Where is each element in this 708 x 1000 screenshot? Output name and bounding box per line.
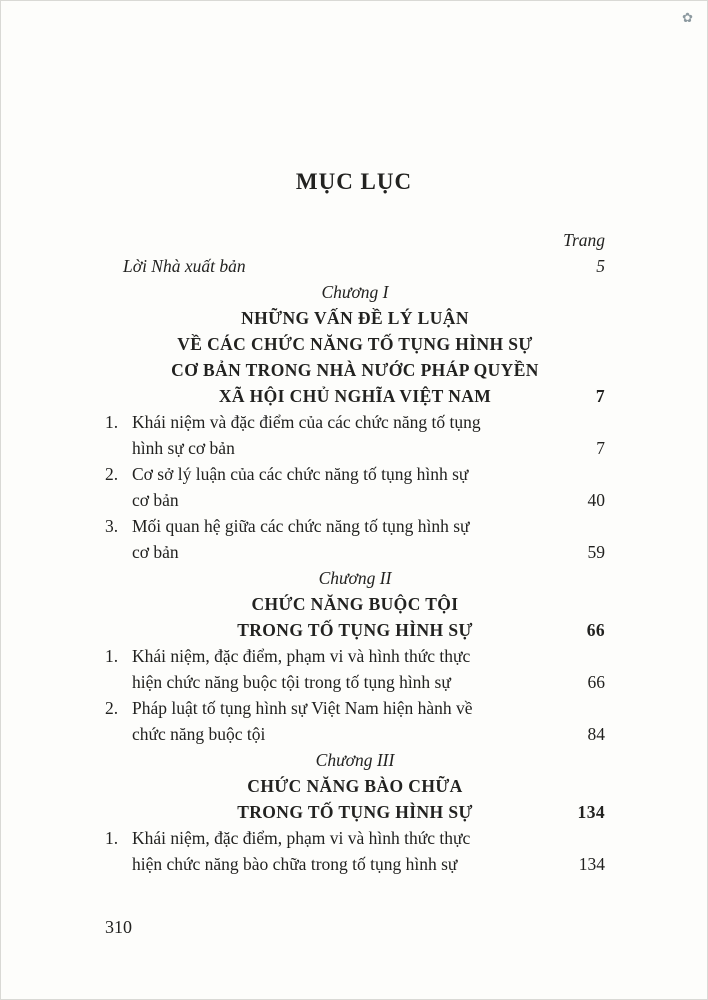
toc-row bbox=[105, 721, 605, 747]
table-of-contents bbox=[105, 227, 605, 877]
toc-row bbox=[105, 331, 605, 357]
toc-row bbox=[105, 383, 605, 409]
toc-page-number: 66 bbox=[586, 620, 605, 640]
toc-entry-text: Chương III bbox=[315, 750, 395, 770]
toc-entry-text: hiện chức năng buộc tội trong tố tụng hình sự bbox=[132, 672, 451, 692]
toc-entry-text: TRONG TỐ TỤNG HÌNH SỰ bbox=[237, 620, 473, 640]
toc-entry-number: 1. bbox=[105, 828, 119, 848]
toc-entry-text: XÃ HỘI CHỦ NGHĨA VIỆT NAM bbox=[218, 386, 492, 406]
toc-entry-number: 1. bbox=[105, 412, 119, 432]
toc-row bbox=[105, 799, 605, 825]
toc-entry-text: CHỨC NĂNG BÀO CHỮA bbox=[247, 776, 463, 796]
toc-row bbox=[105, 851, 605, 877]
toc-row bbox=[105, 409, 605, 435]
toc-entry-text: 1. Khái niệm, đặc điểm, phạm vi và hình thức thực bbox=[105, 828, 470, 848]
toc-entry-text: CƠ BẢN TRONG NHÀ NƯỚC PHÁP QUYỀN bbox=[171, 360, 539, 380]
toc-entry-text: Chương II bbox=[318, 568, 392, 588]
toc-row bbox=[105, 747, 605, 773]
toc-entry-text: Chương I bbox=[321, 282, 389, 302]
toc-page-number: 84 bbox=[587, 724, 605, 744]
toc-entry-text: TRONG TỐ TỤNG HÌNH SỰ bbox=[237, 802, 473, 822]
toc-entry-text: cơ bản bbox=[132, 490, 179, 510]
toc-row bbox=[105, 695, 605, 721]
toc-entry-text: CHỨC NĂNG BUỘC TỘI bbox=[251, 594, 459, 614]
toc-row bbox=[105, 591, 605, 617]
toc-page-number: 134 bbox=[578, 854, 605, 874]
toc-page-number: 7 bbox=[596, 438, 605, 458]
toc-row bbox=[105, 305, 605, 331]
toc-entry-text: 1. Khái niệm, đặc điểm, phạm vi và hình thức thực bbox=[105, 646, 470, 666]
toc-entry-number: 2. bbox=[105, 464, 119, 484]
toc-entry-text: hình sự cơ bản bbox=[132, 438, 235, 458]
toc-page-number: 66 bbox=[587, 672, 605, 692]
toc-row bbox=[105, 513, 605, 539]
toc-page-number: 134 bbox=[577, 802, 605, 822]
toc-entry-text: 2. Pháp luật tố tụng hình sự Việt Nam hiện hành về bbox=[105, 698, 473, 718]
toc-row bbox=[105, 435, 605, 461]
toc-entry-text: 1. Khái niệm và đặc điểm của các chức năng tố tụng bbox=[105, 412, 481, 432]
toc-row bbox=[105, 617, 605, 643]
toc-entry-text: 2. Cơ sở lý luận của các chức năng tố tụng hình sự bbox=[105, 464, 468, 484]
flower-ornament-icon: ✿ bbox=[682, 11, 693, 26]
toc-entry-text: 3. Mối quan hệ giữa các chức năng tố tụng hình sự bbox=[105, 516, 470, 536]
toc-row bbox=[105, 539, 605, 565]
toc-entry-number: 2. bbox=[105, 698, 119, 718]
toc-page-number: 7 bbox=[595, 386, 605, 406]
toc-row bbox=[105, 773, 605, 799]
toc-entry-number: 3. bbox=[105, 516, 119, 536]
page-title: MỤC LỤC bbox=[295, 169, 413, 194]
page-column-header: Trang bbox=[563, 230, 605, 250]
toc-row bbox=[105, 487, 605, 513]
toc-entry-text: Lời Nhà xuất bản bbox=[123, 256, 246, 276]
toc-row bbox=[105, 357, 605, 383]
toc-entry-number: 1. bbox=[105, 646, 119, 666]
toc-list bbox=[105, 253, 605, 877]
toc-entry-text: NHỮNG VẤN ĐỀ LÝ LUẬN bbox=[241, 308, 469, 328]
footer-page-number: 310 bbox=[105, 917, 132, 937]
toc-page-number: 5 bbox=[596, 256, 605, 276]
toc-row bbox=[105, 643, 605, 669]
toc-row bbox=[105, 461, 605, 487]
toc-entry-text: hiện chức năng bào chữa trong tố tụng hình sự bbox=[132, 854, 458, 874]
toc-page-number: 40 bbox=[587, 490, 605, 510]
toc-row bbox=[105, 253, 605, 279]
toc-row bbox=[105, 279, 605, 305]
toc-entry-text: VỀ CÁC CHỨC NĂNG TỐ TỤNG HÌNH SỰ bbox=[177, 334, 533, 354]
toc-entry-text: cơ bản bbox=[132, 542, 179, 562]
toc-page-number: 59 bbox=[587, 542, 605, 562]
toc-row bbox=[105, 669, 605, 695]
toc-row bbox=[105, 825, 605, 851]
toc-row bbox=[105, 565, 605, 591]
toc-entry-text: chức năng buộc tội bbox=[132, 724, 266, 744]
